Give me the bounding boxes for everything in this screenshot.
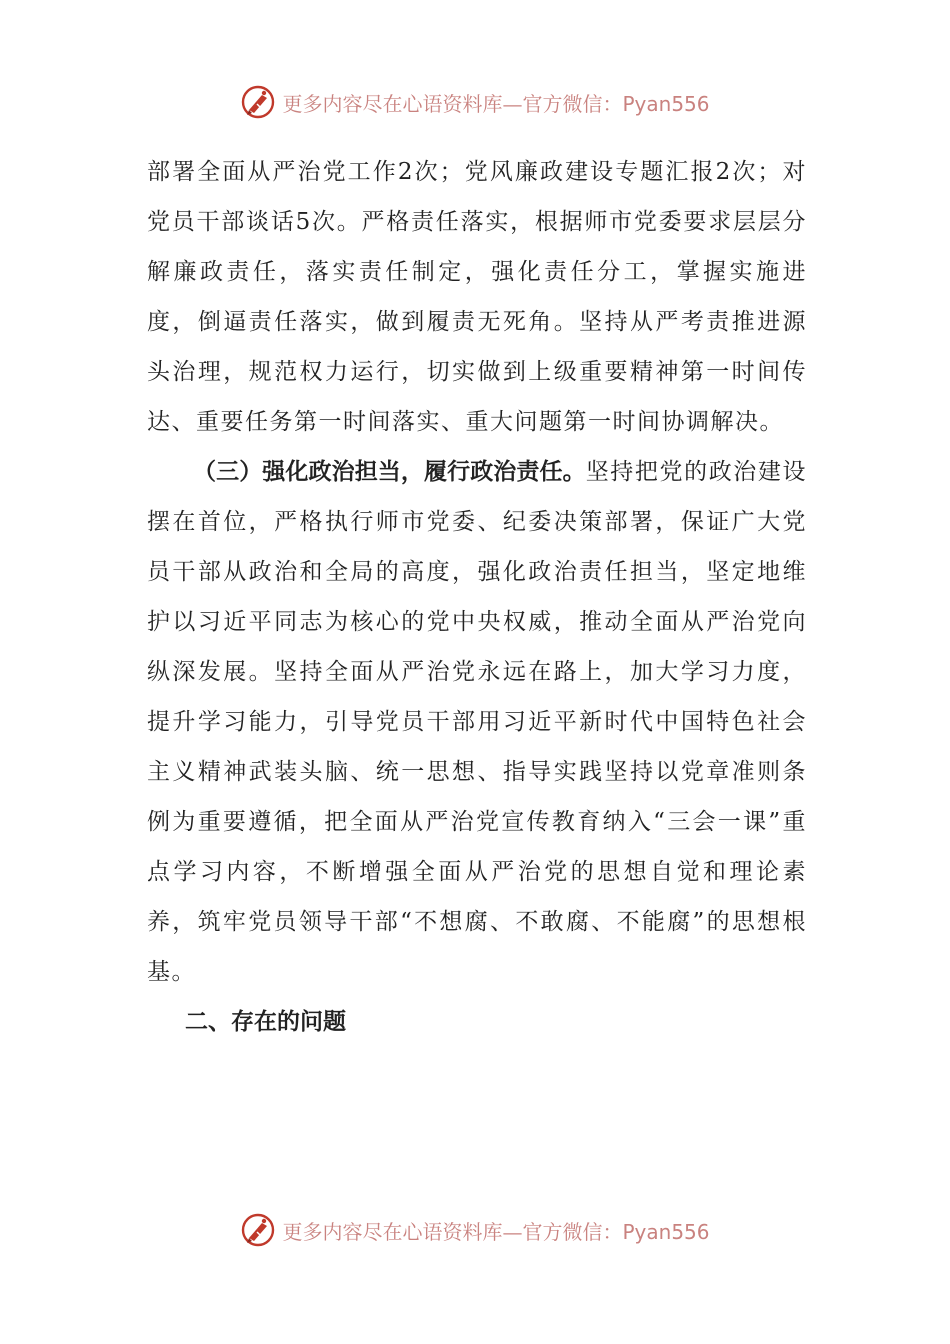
footer-banner-text: 更多内容尽在心语资料库—官方微信：	[282, 1219, 623, 1244]
footer-wechat-id: Pyan556	[622, 1219, 710, 1244]
paragraph-continuation: 部署全面从严治党工作2次；党风廉政建设专题汇报2次；对党员干部谈话5次。严格责任落实，根据师市党委要求层层分解廉政责任，落实责任制定，强化责任分工，掌握实施进度，倒逼责任落实，做到履责无死角。坚持从严考责推进源头治理，规范权力运行，切实做到上级重要精神第一时间传达、重要任务第一时间落实、重大问题第一时间协调解决。	[147, 159, 807, 435]
section-heading: 二、存在的问题	[185, 1009, 346, 1035]
header-banner-text: 更多内容尽在心语资料库—官方微信：	[282, 91, 623, 116]
footer-banner	[0, 1210, 950, 1250]
pen-nib-logo-icon	[240, 84, 276, 120]
header-banner	[0, 82, 950, 122]
paragraph-lead-heading: （三）强化政治担当，履行政治责任。	[193, 458, 586, 485]
paragraph-body-text: 坚持把党的政治建设摆在首位，严格执行师市党委、纪委决策部署，保证广大党员干部从政治和全局的高度，强化政治责任担当，坚定地维护以习近平同志为核心的党中央权威，推动全面从严治党向纵深发展。坚持全面从严治党永远在路上，加大学习力度，提升学习能力，引导党员干部用习近平新时代中国特色社会主义精神武装头脑、统一思想、指导实践坚持以党章准则条例为重要遵循，把全面从严治党宣传教育纳入“三会一课”重点学习内容，不断增强全面从严治党的思想自觉和理论素养，筑牢党员领导干部“不想腐、不敢腐、不能腐”的思想根基。	[147, 459, 808, 985]
document-body	[147, 147, 807, 1047]
paragraph-political-responsibility	[147, 447, 807, 997]
header-wechat-id: Pyan556	[622, 91, 710, 116]
pen-nib-logo-icon	[240, 1212, 276, 1248]
